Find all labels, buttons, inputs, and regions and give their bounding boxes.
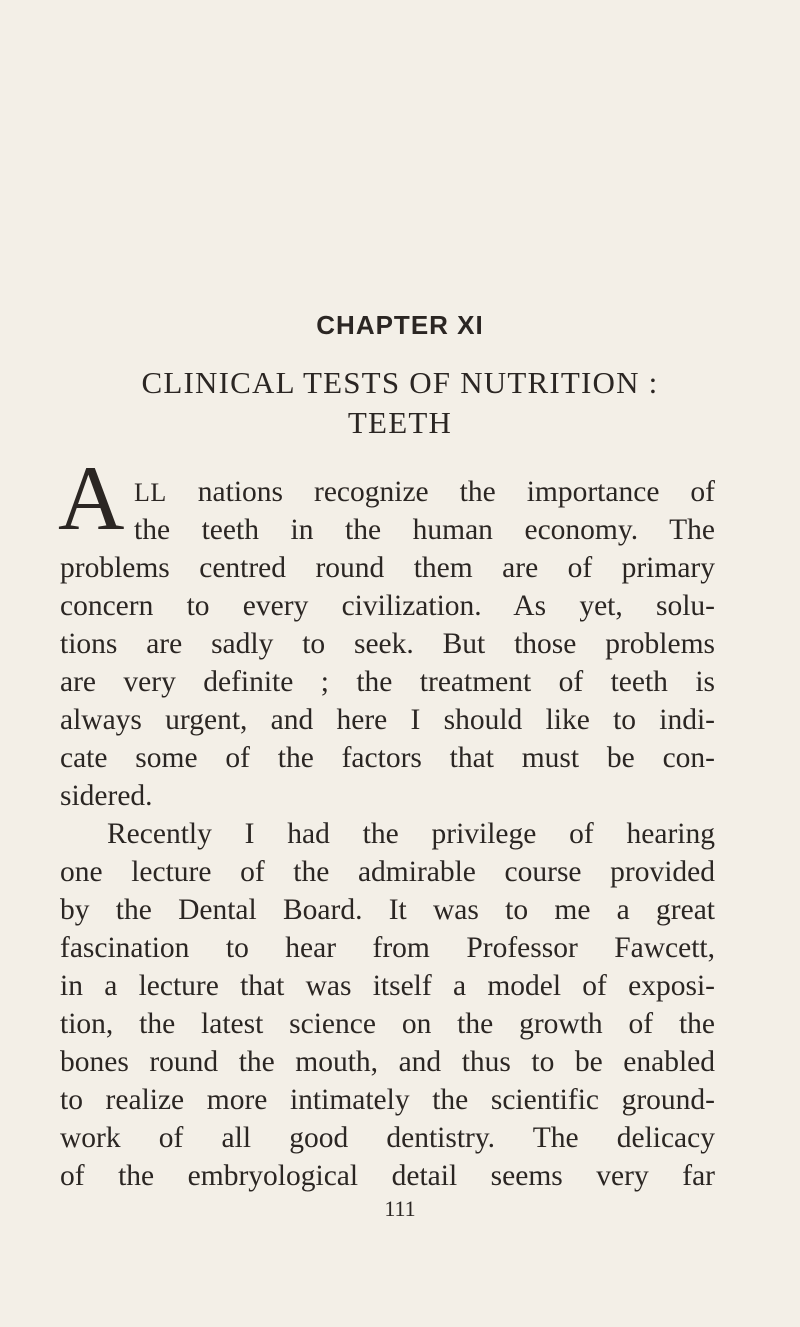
text-fragment: nations recognize the importance of — [166, 476, 715, 508]
text-line — [134, 474, 715, 511]
drop-cap: A — [58, 447, 125, 549]
text-line: problems centred round them are of primary — [60, 552, 715, 584]
text-line: are very definite ; the treatment of teeth is — [60, 666, 715, 698]
chapter-title-line-2: TEETH — [347, 405, 453, 440]
text-line: one lecture of the admirable course provided — [60, 856, 715, 888]
text-line: to realize more intimately the scientific ground- — [60, 1084, 715, 1116]
text-line: the teeth in the human economy. The — [134, 514, 715, 546]
text-line: Recently I had the privilege of hearing — [107, 818, 715, 850]
page-number: 111 — [384, 1196, 416, 1221]
text-line: by the Dental Board. It was to me a great — [60, 894, 715, 926]
text-line: of the embryological detail seems very far — [60, 1160, 715, 1192]
text-line: cate some of the factors that must be con- — [60, 742, 715, 774]
text-line: concern to every civilization. As yet, solu- — [60, 590, 715, 622]
chapter-number: CHAPTER XI — [316, 310, 484, 340]
text-line: in a lecture that was itself a model of exposi- — [60, 970, 715, 1002]
text-line: tion, the latest science on the growth of the — [60, 1008, 715, 1040]
text-line: work of all good dentistry. The delicacy — [60, 1122, 715, 1154]
text-line: fascination to hear from Professor Fawcett, — [60, 932, 715, 964]
text-line: always urgent, and here I should like to indi- — [60, 704, 715, 736]
chapter-title-line-1: CLINICAL TESTS OF NUTRITION : — [141, 365, 659, 400]
text-line: tions are sadly to seek. But those problems — [60, 628, 715, 660]
text-line: sidered. — [60, 780, 153, 812]
text-line: bones round the mouth, and thus to be enabled — [60, 1046, 715, 1078]
small-caps-opening: LL — [134, 478, 167, 507]
